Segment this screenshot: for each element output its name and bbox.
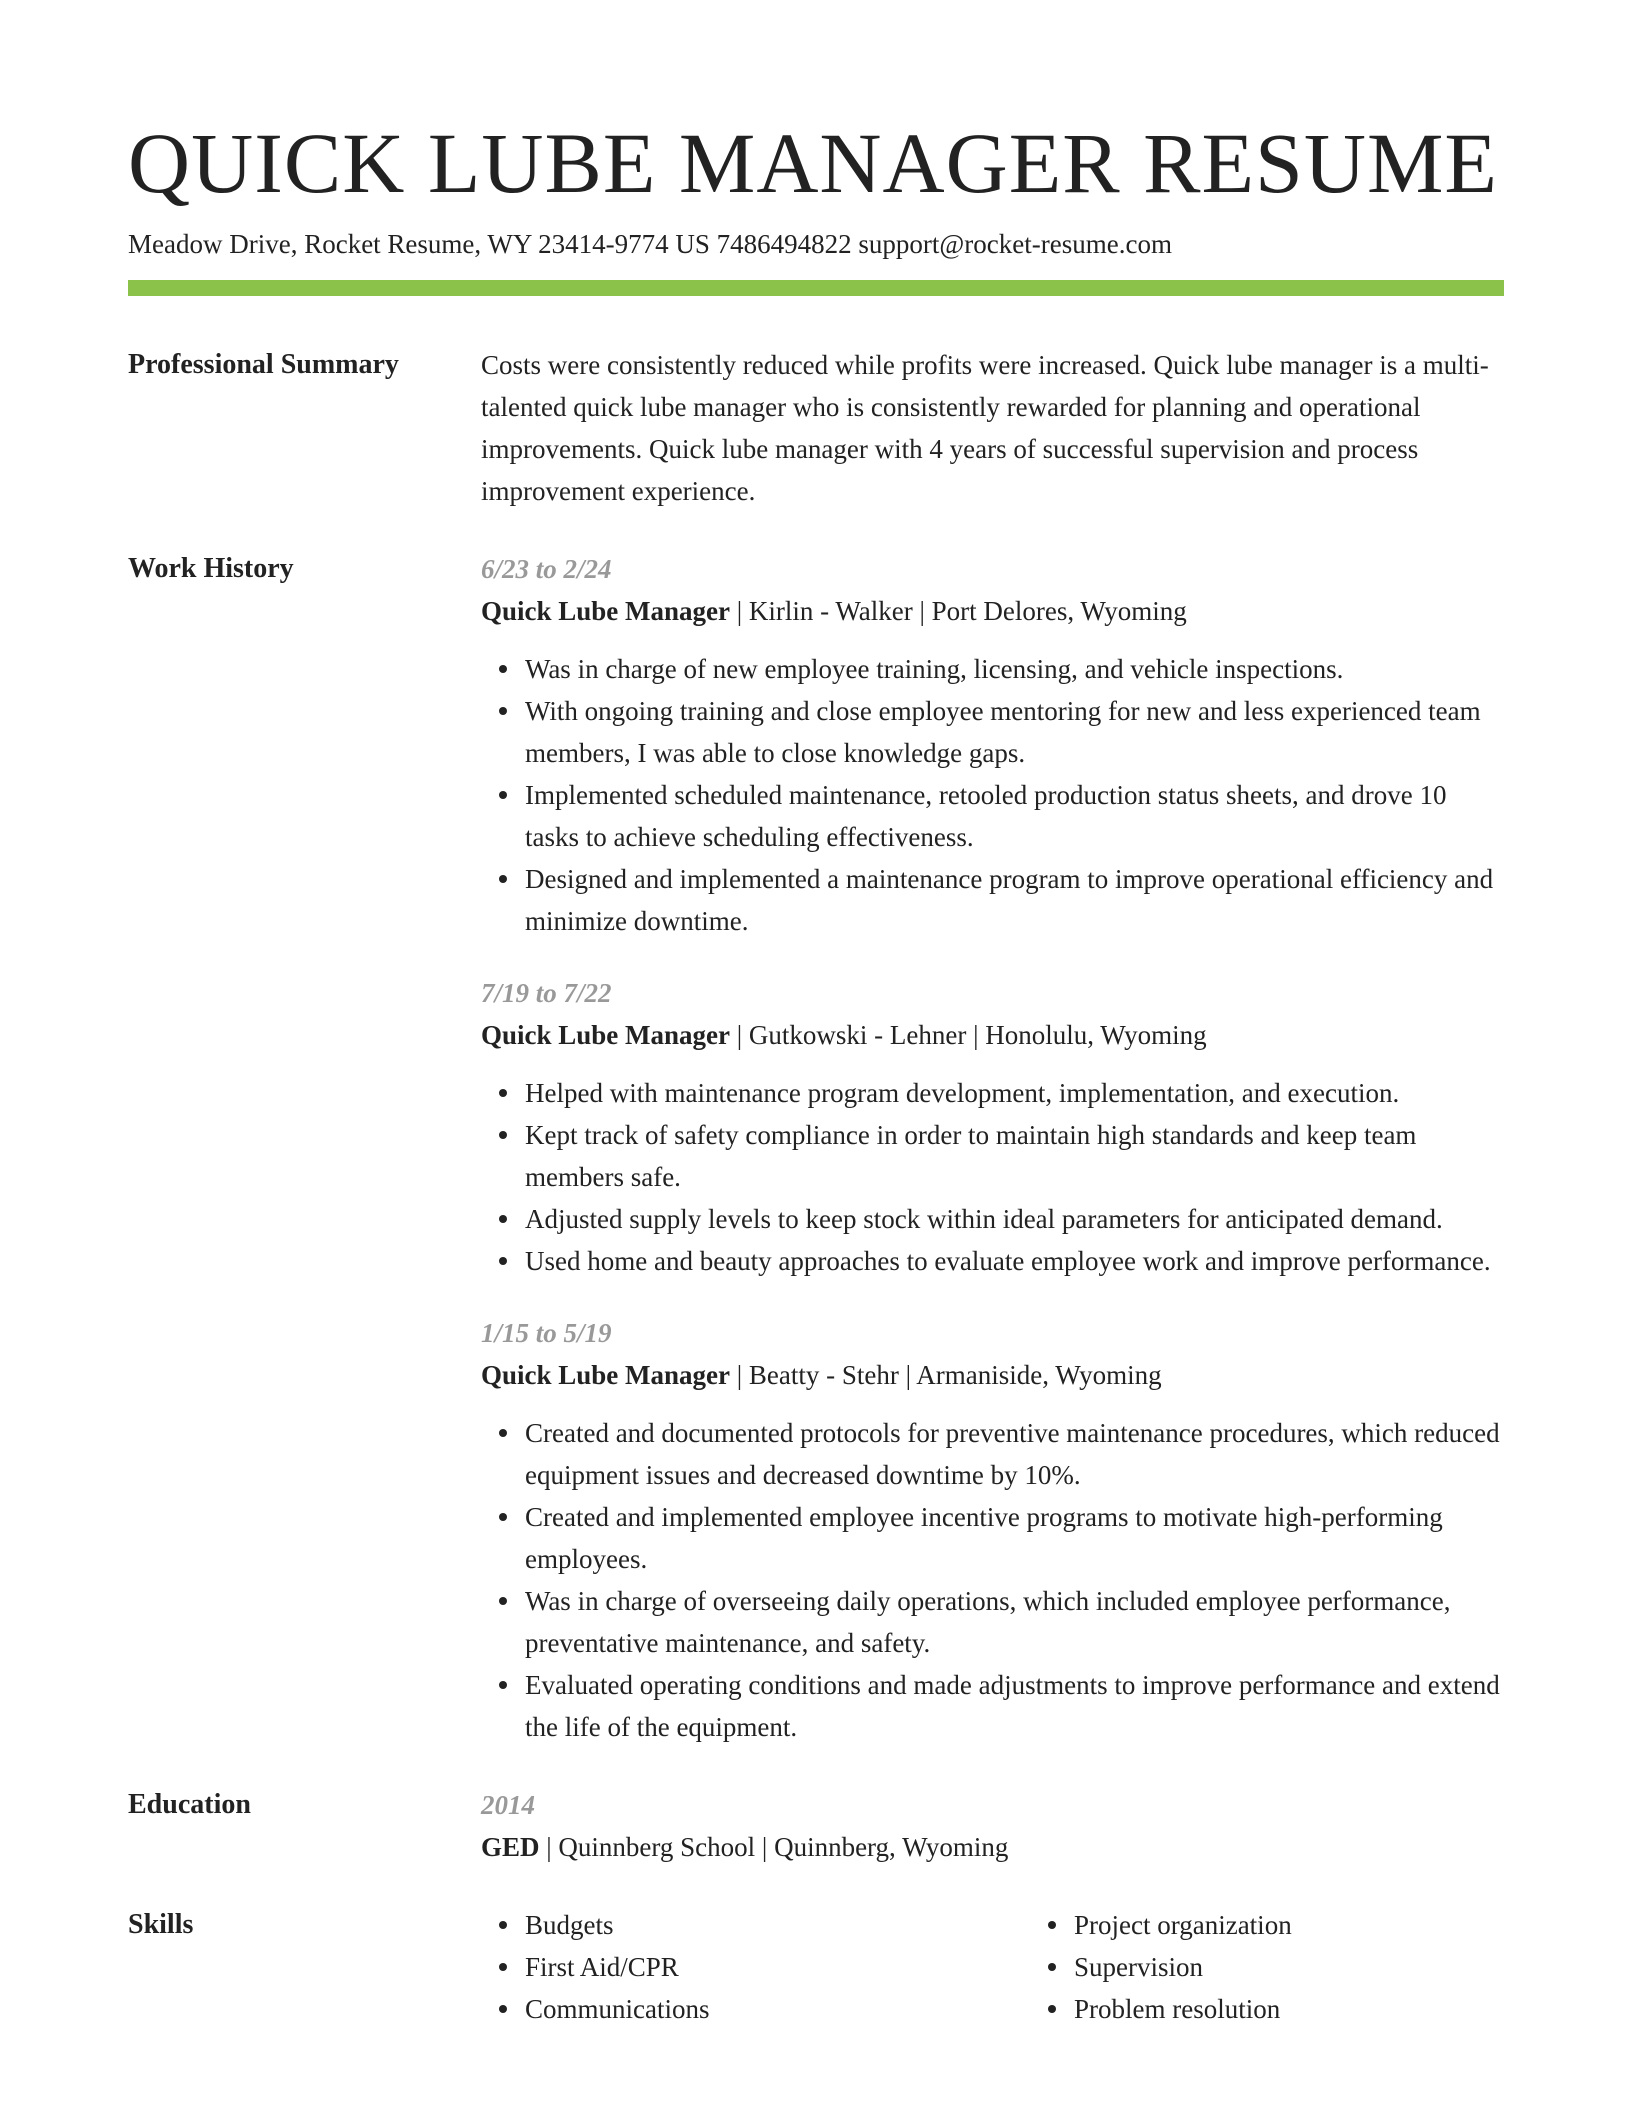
job-bullets [481,1412,1504,1748]
list-item: Used home and beauty approaches to evaluate employee work and improve performance. [525,1240,1504,1282]
list-item: Created and implemented employee incentive programs to motivate high-performing employees. [525,1496,1504,1580]
contact-line [128,228,1504,260]
skill-item: Communications [525,1988,1030,2030]
skill-item: Supervision [1074,1946,1579,1988]
skill-item: First Aid/CPR [525,1946,1030,1988]
job-dates: 6/23 to 2/24 [481,554,612,585]
skills-list-left [481,1904,1030,2030]
education-section [128,1784,1504,1868]
skills-columns [481,1904,1579,2030]
job-bullets [481,1072,1504,1282]
contact-phone: 7486494822 [716,229,852,259]
resume-title: QUICK LUBE MANAGER RESUME [128,115,1498,211]
work-history-section [128,548,1504,1748]
job-title: Quick Lube Manager [481,1360,731,1391]
list-item: Was in charge of overseeing daily operations, which included employee performance, preventative maintenance, and safety. [525,1580,1504,1664]
summary-section [128,344,1504,512]
section-label-summary: Professional Summary [128,349,399,381]
job-dates: 1/15 to 5/19 [481,1318,612,1349]
job-entry [481,1312,1504,1748]
summary-text: Costs were consistently reduced while profits were increased. Quick lube manager is a multi-talented quick lube manager who is consistently rewarded for planning and operational improvements. Quick lube manager with 4 years of successful supervision and process improvement experience. [481,350,1489,507]
job-role-line [481,1354,1504,1396]
job-title: Quick Lube Manager [481,1020,731,1051]
list-item: Was in charge of new employee training, licensing, and vehicle inspections. [525,648,1504,690]
list-item: Designed and implemented a maintenance program to improve operational efficiency and minimize downtime. [525,858,1504,942]
skill-item: Budgets [525,1904,1030,1946]
job-bullets [481,648,1504,942]
education-line [481,1826,1504,1868]
list-item: Helped with maintenance program development, implementation, and execution. [525,1072,1504,1114]
job-role-line [481,590,1504,632]
skills-section [128,1904,1504,2030]
job-details: | Beatty - Stehr | Armaniside, Wyoming [730,1360,1162,1391]
contact-address: Meadow Drive, Rocket Resume, WY 23414-9774 US [128,229,710,259]
section-label-education: Education [128,1789,251,1821]
list-item: Kept track of safety compliance in order to maintain high standards and keep team members safe. [525,1114,1504,1198]
job-role-line [481,1014,1504,1056]
list-item: Evaluated operating conditions and made adjustments to improve performance and extend the life of the equipment. [525,1664,1504,1748]
contact-email: support@rocket-resume.com [858,229,1172,259]
skill-item: Problem resolution [1074,1988,1579,2030]
education-details: | Quinnberg School | Quinnberg, Wyoming [539,1832,1009,1863]
list-item: With ongoing training and close employee mentoring for new and less experienced team members, I was able to close knowledge gaps. [525,690,1504,774]
education-degree: GED [481,1832,540,1863]
job-entry [481,972,1504,1282]
accent-divider [128,280,1504,296]
skill-item: Project organization [1074,1904,1579,1946]
job-title: Quick Lube Manager [481,596,731,627]
job-details: | Kirlin - Walker | Port Delores, Wyoming [730,596,1187,627]
skills-list-right [1030,1904,1579,2030]
job-dates: 7/19 to 7/22 [481,978,612,1009]
job-details: | Gutkowski - Lehner | Honolulu, Wyoming [730,1020,1207,1051]
list-item: Implemented scheduled maintenance, retooled production status sheets, and drove 10 tasks to achieve scheduling effectiveness. [525,774,1504,858]
section-label-skills: Skills [128,1909,194,1941]
section-label-work-history: Work History [128,553,294,585]
list-item: Adjusted supply levels to keep stock within ideal parameters for anticipated demand. [525,1198,1504,1240]
job-entry [481,548,1504,942]
list-item: Created and documented protocols for preventive maintenance procedures, which reduced equipment issues and decreased downtime by 10%. [525,1412,1504,1496]
education-year: 2014 [481,1790,535,1821]
